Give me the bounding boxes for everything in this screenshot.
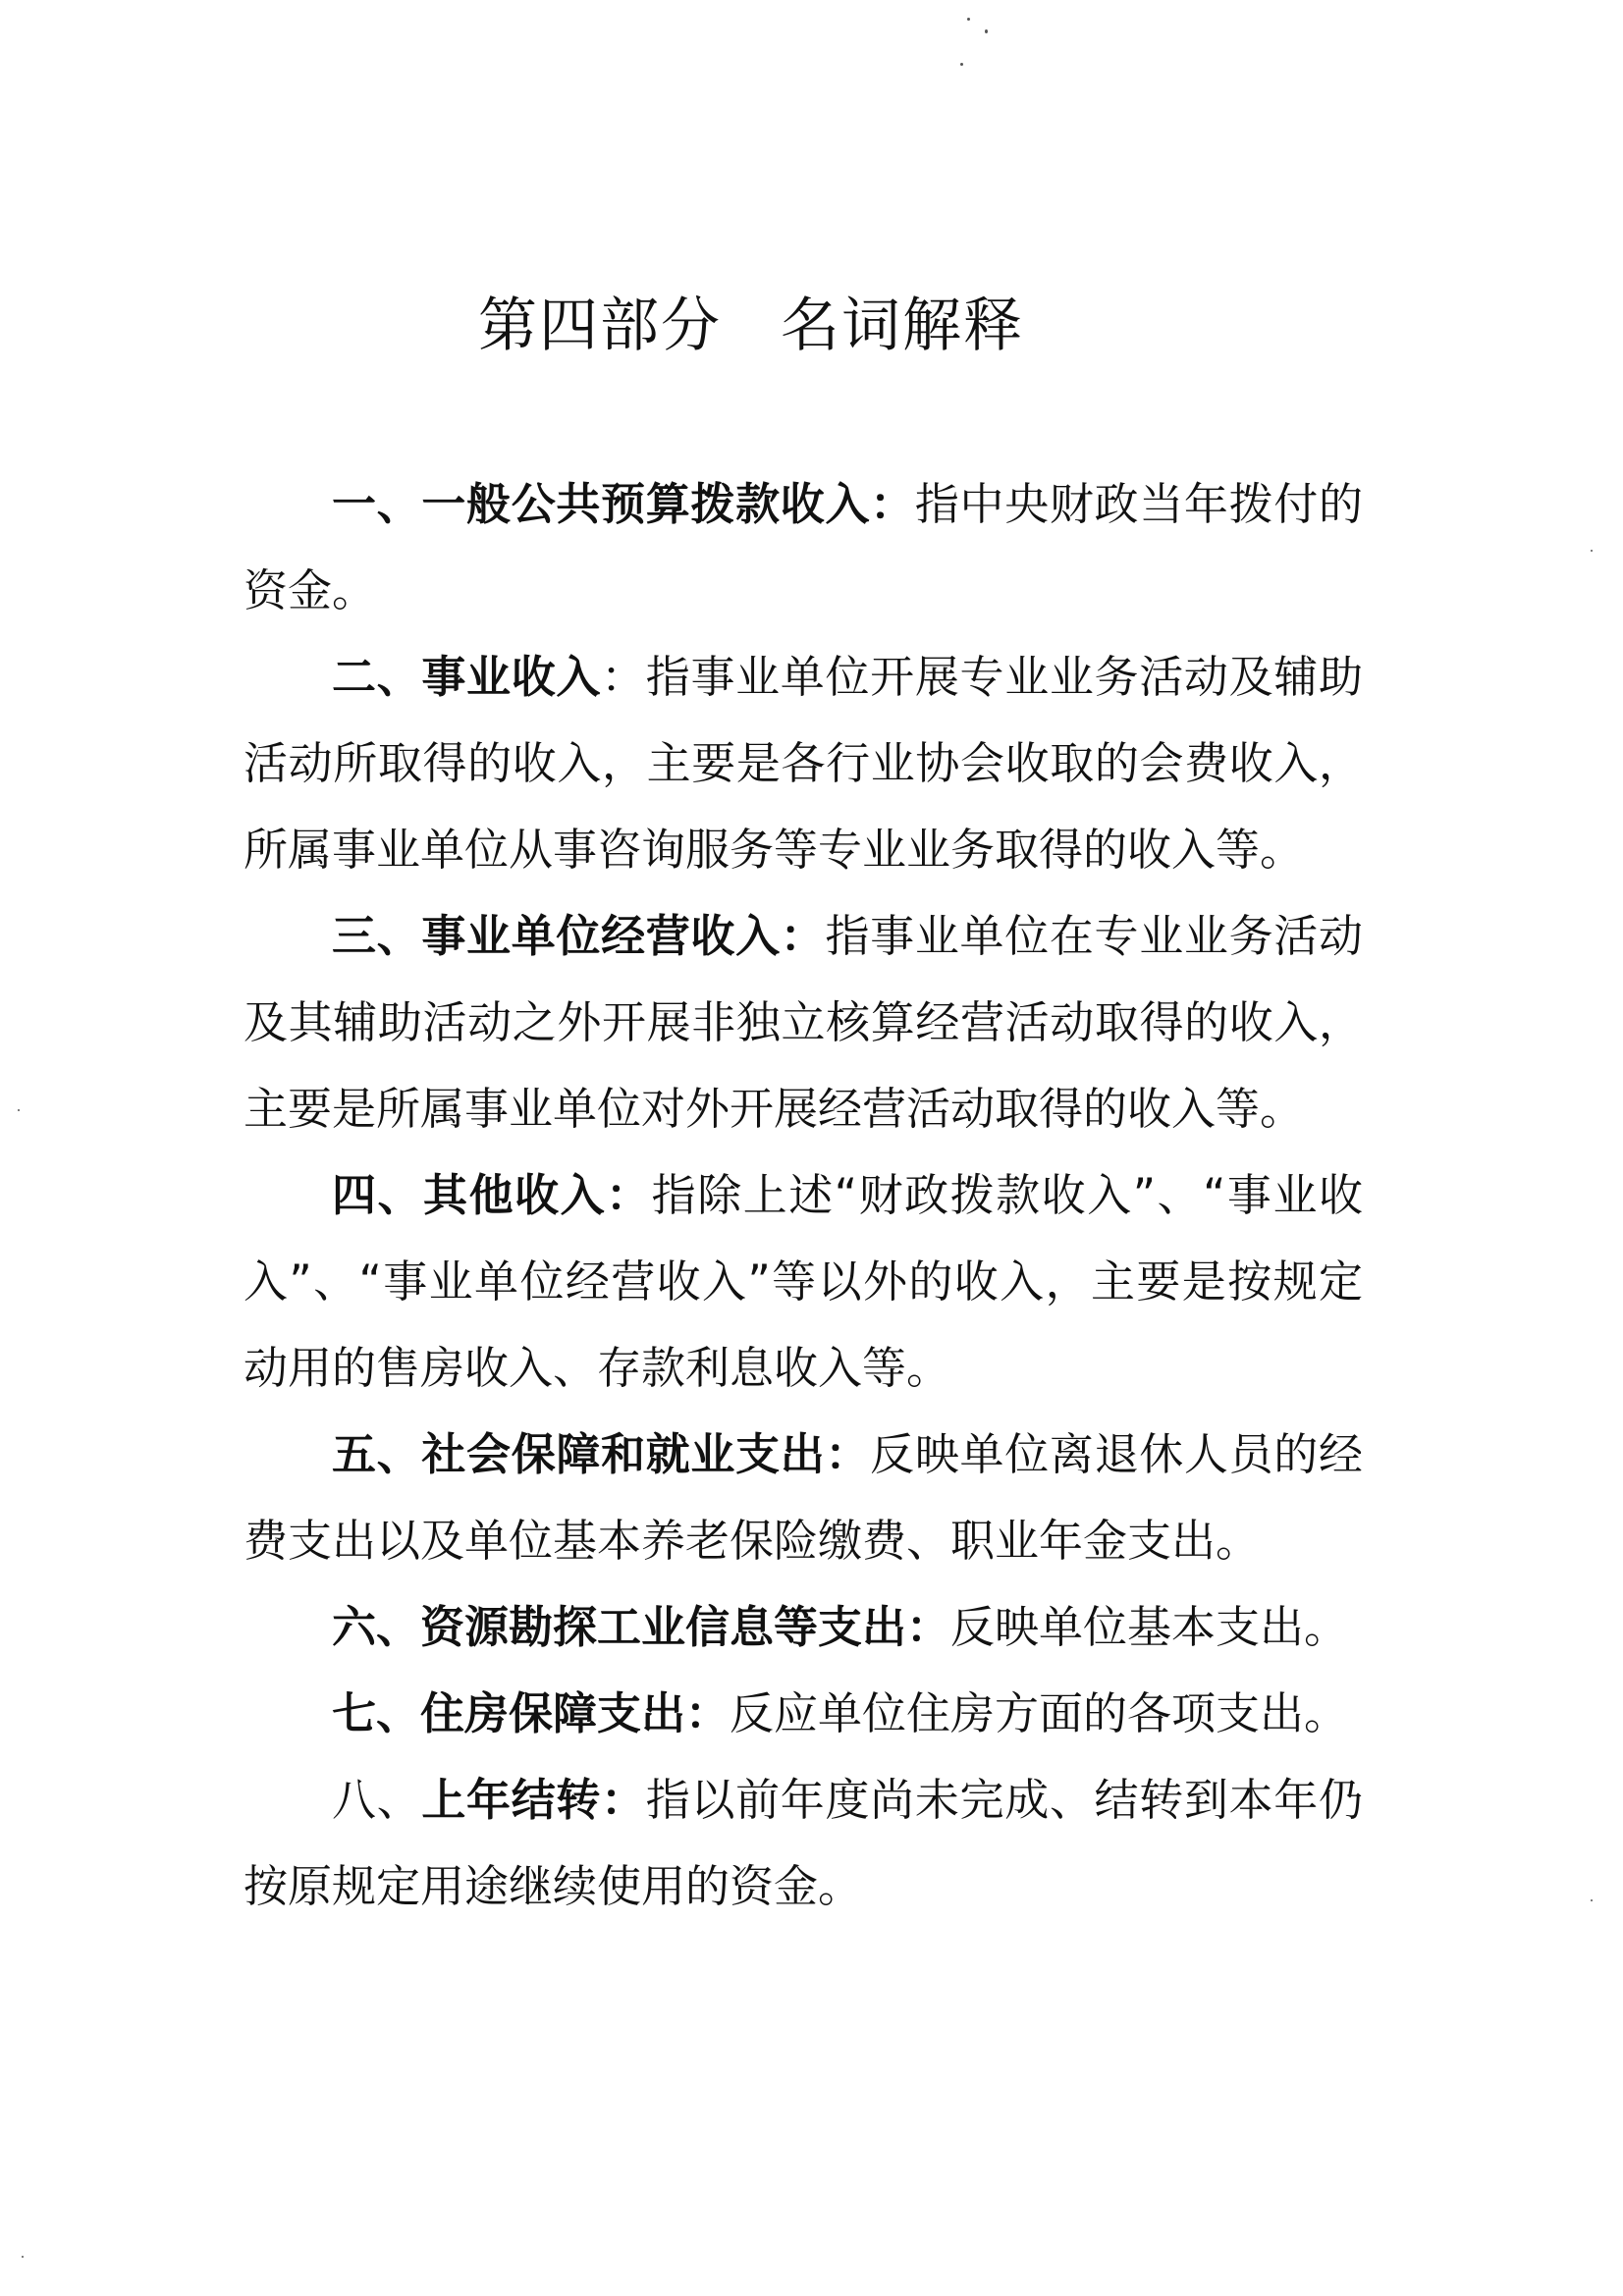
item-definition: 指事业单位开展专业业务活动及辅助活动所取得的收入，主要是各行业协会收取的会费收入，所属事业单位从事咨询服务等专业业务取得的收入等。 bbox=[243, 651, 1363, 876]
item-definition: 指事业单位在专业业务活动及其辅助活动之外开展非独立核算经营活动取得的收入，主要是所属事业单位对外开展经营活动取得的收入等。 bbox=[243, 910, 1363, 1135]
scan-speck bbox=[22, 2256, 24, 2258]
definition-item-3 bbox=[243, 893, 1363, 1152]
page-title bbox=[0, 287, 1502, 365]
definition-item-4 bbox=[243, 1152, 1363, 1412]
item-term: 事业收入 bbox=[421, 651, 602, 703]
item-separator: ： bbox=[601, 1774, 646, 1826]
scan-speck bbox=[985, 29, 988, 33]
definition-item-8 bbox=[243, 1757, 1363, 1930]
item-number: 三、 bbox=[332, 910, 422, 962]
definitions-list bbox=[243, 461, 1363, 1930]
item-number: 八、 bbox=[332, 1774, 422, 1826]
scan-speck bbox=[960, 63, 963, 66]
scan-speck bbox=[967, 18, 970, 21]
item-definition: 指中央财政当年拨付的资金。 bbox=[243, 478, 1363, 616]
item-definition: 反映单位离退休人员的经费支出以及单位基本养老保险缴费、职业年金支出。 bbox=[243, 1428, 1363, 1567]
item-term: 上年结转 bbox=[421, 1774, 602, 1826]
item-separator: ： bbox=[601, 651, 646, 703]
definition-item-7 bbox=[243, 1671, 1363, 1757]
item-number: 二、 bbox=[332, 651, 422, 703]
item-number: 五、 bbox=[332, 1428, 422, 1480]
definition-item-2 bbox=[243, 634, 1363, 893]
title-part: 第四部分 bbox=[478, 292, 722, 360]
item-term: 社会保障和就业支出 bbox=[421, 1428, 826, 1480]
item-definition: 反应单位住房方面的各项支出。 bbox=[730, 1687, 1349, 1739]
item-term: 一般公共预算拨款收入 bbox=[421, 478, 871, 530]
item-separator: ： bbox=[906, 1601, 951, 1653]
item-definition: 反映单位基本支出。 bbox=[950, 1601, 1349, 1653]
item-separator: ： bbox=[780, 910, 826, 962]
item-term: 事业单位经营收入 bbox=[421, 910, 781, 962]
item-separator: ： bbox=[870, 478, 915, 530]
item-number: 一、 bbox=[332, 478, 422, 530]
definition-item-5 bbox=[243, 1412, 1363, 1584]
item-term: 其他收入 bbox=[423, 1169, 607, 1221]
definition-item-1 bbox=[243, 461, 1363, 634]
scan-speck bbox=[1591, 550, 1593, 552]
item-term: 资源勘探工业信息等支出 bbox=[420, 1601, 907, 1653]
item-number: 六、 bbox=[332, 1601, 421, 1653]
scan-speck bbox=[1591, 1899, 1593, 1901]
item-separator: ： bbox=[825, 1428, 871, 1480]
item-number: 七、 bbox=[332, 1687, 421, 1739]
item-separator: ： bbox=[606, 1169, 652, 1221]
item-number: 四、 bbox=[332, 1169, 424, 1221]
scan-speck bbox=[18, 1109, 20, 1111]
item-definition: 指以前年度尚未完成、结转到本年仍按原规定用途继续使用的资金。 bbox=[243, 1774, 1363, 1912]
item-separator: ： bbox=[685, 1687, 730, 1739]
item-term: 住房保障支出 bbox=[420, 1687, 686, 1739]
title-name: 名词解释 bbox=[781, 292, 1024, 360]
item-definition: 指除上述“财政拨款收入”、“事业收入”、“事业单位经营收入”等以外的收入，主要是按规定动用的售房收入、存款利息收入等。 bbox=[243, 1169, 1363, 1394]
definition-item-6 bbox=[243, 1584, 1363, 1671]
